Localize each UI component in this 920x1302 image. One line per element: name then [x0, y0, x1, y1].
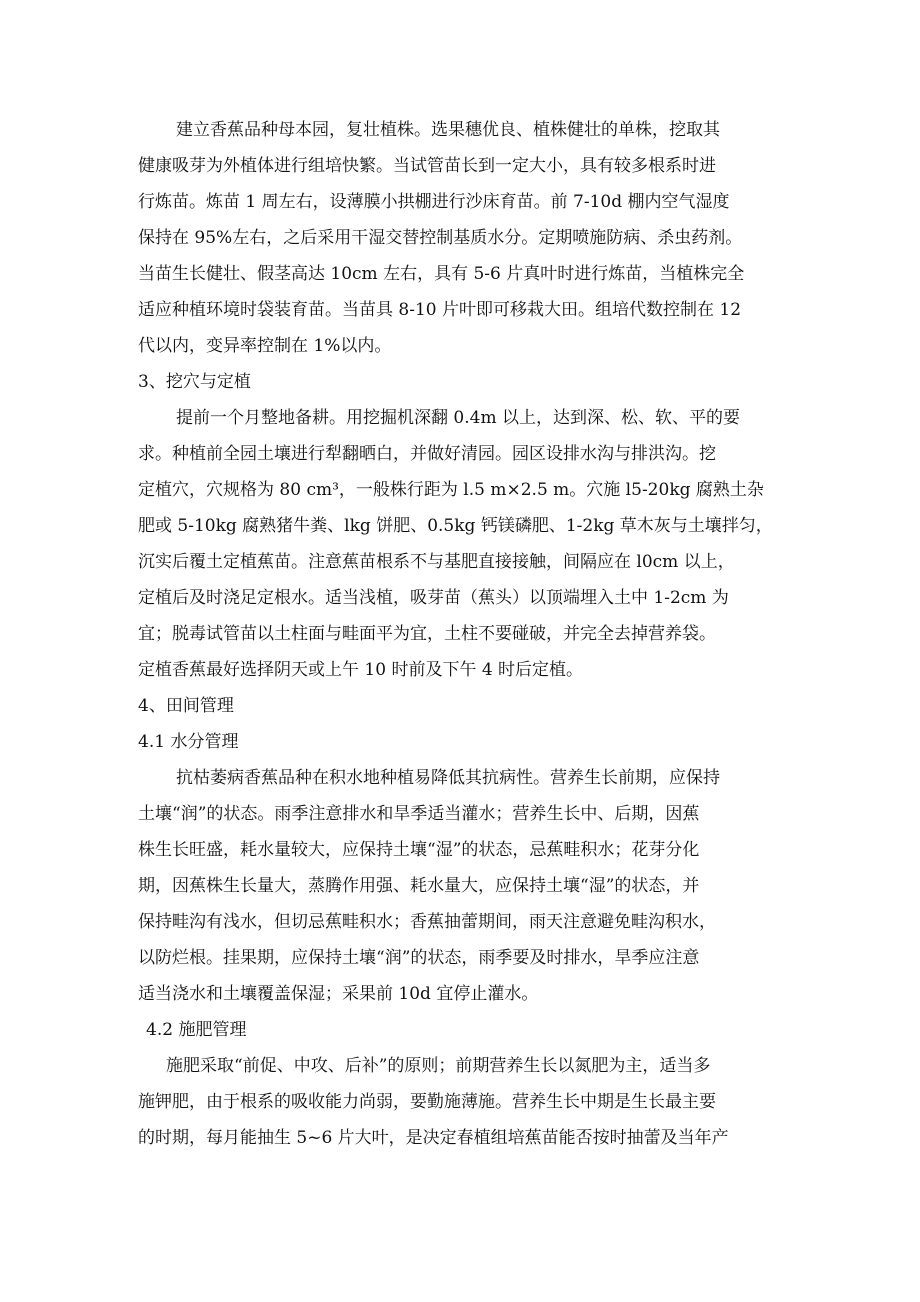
paragraph-line: 保持在 95%左右，之后采用干湿交替控制基质水分。定期喷施防病、杀虫药剂。 — [138, 228, 743, 248]
paragraph-line: 提前一个月整地备耕。用挖掘机深翻 0.4m 以上，达到深、松、软、平的要 — [176, 408, 740, 428]
paragraph-line: 肥或 5-10kg 腐熟猪牛粪、lkg 饼肥、0.5kg 钙镁磷肥、1-2kg 草木灰与土壤拌匀， — [138, 516, 773, 536]
paragraph-line: 适当浇水和土壤覆盖保湿；采果前 10d 宜停止灌水。 — [138, 984, 539, 1004]
paragraph-line: 建立香蕉品种母本园，复壮植株。选果穗优良、植株健壮的单株，挖取其 — [176, 120, 720, 140]
subsection-heading: 4.2 施肥管理 — [146, 1020, 247, 1040]
paragraph-line: 健康吸芽为外植体进行组培快繁。当试管苗长到一定大小，具有较多根系时进 — [138, 156, 716, 176]
paragraph-line: 适应种植环境时袋装育苗。当苗具 8-10 片叶即可移栽大田。组培代数控制在 12 — [138, 300, 742, 320]
paragraph-line: 求。种植前全园土壤进行犁翻晒白，并做好清园。园区设排水沟与排洪沟。挖 — [138, 444, 716, 464]
paragraph-line: 行炼苗。炼苗 1 周左右，设薄膜小拱棚进行沙床育苗。前 7-10d 棚内空气湿度 — [138, 192, 730, 212]
subsection-heading: 4.1 水分管理 — [138, 732, 239, 752]
paragraph-line: 定植穴，穴规格为 80 cm³，一般株行距为 l.5 m×2.5 m。穴施 l5-20kg 腐熟土杂 — [138, 480, 764, 500]
paragraph-line: 株生长旺盛，耗水量较大，应保持土壤“湿”的状态，忌蕉畦积水；花芽分化 — [138, 840, 700, 860]
paragraph-line: 定植后及时浇足定根水。适当浅植，吸芽苗（蕉头）以顶端埋入土中 1-2cm 为 — [138, 588, 729, 608]
paragraph-line: 宜；脱毒试管苗以土柱面与畦面平为宜，土柱不要碰破，并完全去掉营养袋。 — [138, 624, 716, 644]
paragraph-line: 当苗生长健壮、假茎高达 10cm 左右，具有 5-6 片真叶时进行炼苗，当植株完全 — [138, 264, 745, 284]
paragraph-line: 代以内，变异率控制在 1%以内。 — [138, 336, 392, 356]
section-heading: 4、田间管理 — [138, 696, 234, 716]
paragraph-line: 定植香蕉最好选择阴天或上午 10 时前及下午 4 时后定植。 — [138, 660, 584, 680]
paragraph-line: 保持畦沟有浅水，但切忌蕉畦积水；香蕉抽蕾期间，雨天注意避免畦沟积水， — [138, 912, 716, 932]
paragraph-line: 抗枯萎病香蕉品种在积水地种植易降低其抗病性。营养生长前期，应保持 — [176, 768, 720, 788]
paragraph-line: 以防烂根。挂果期，应保持土壤“润”的状态，雨季要及时排水，旱季应注意 — [138, 948, 700, 968]
paragraph-line: 沉实后覆土定植蕉苗。注意蕉苗根系不与基肥直接接触，间隔应在 l0cm 以上， — [138, 552, 735, 572]
paragraph-line: 土壤“润”的状态。雨季注意排水和旱季适当灌水；营养生长中、后期，因蕉 — [138, 804, 700, 824]
paragraph-line: 的时期，每月能抽生 5~6 片大叶，是决定春植组培蕉苗能否按时抽蕾及当年产 — [138, 1128, 729, 1148]
section-heading: 3、挖穴与定植 — [138, 372, 251, 392]
paragraph-line: 施钾肥，由于根系的吸收能力尚弱，要勤施薄施。营养生长中期是生长最主要 — [138, 1092, 716, 1112]
paragraph-line: 施肥采取“前促、中攻、后补”的原则；前期营养生长以氮肥为主，适当多 — [166, 1056, 711, 1076]
paragraph-line: 期，因蕉株生长量大，蒸腾作用强、耗水量大，应保持土壤“湿”的状态，并 — [138, 876, 700, 896]
